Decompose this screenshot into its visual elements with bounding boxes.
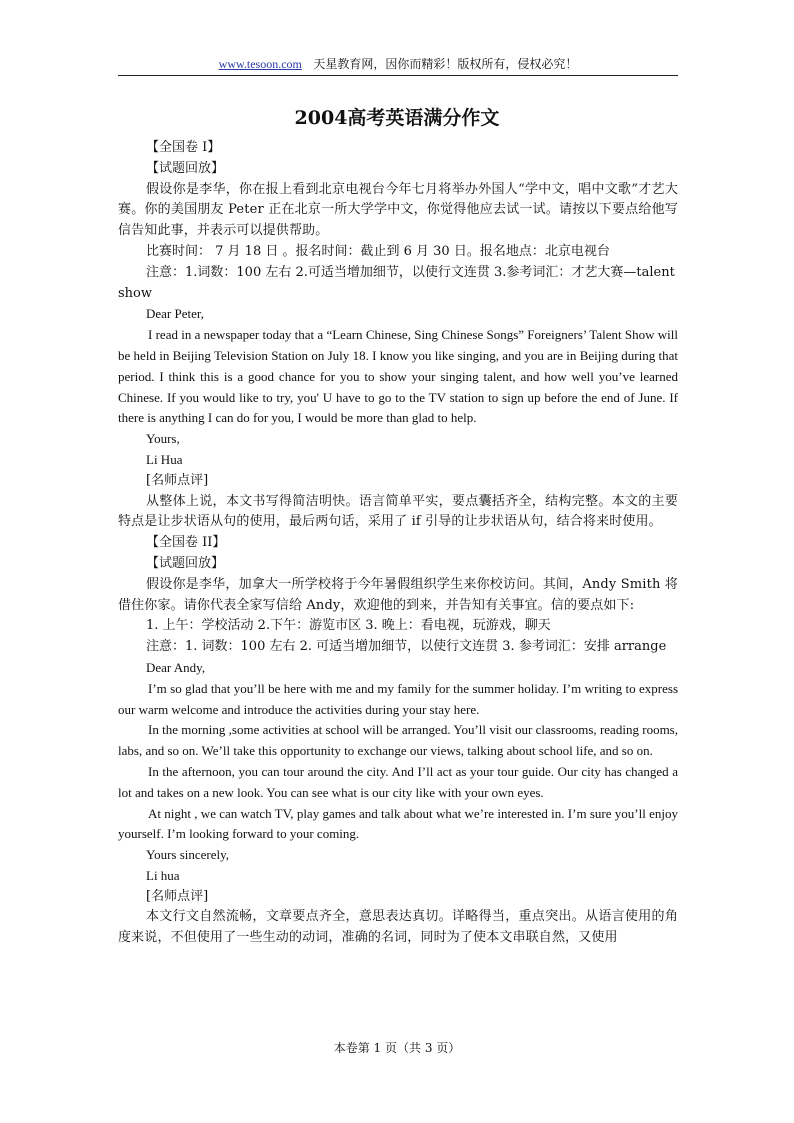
section1-label: 【全国卷 I】 (146, 140, 221, 155)
page-title: 2004高考英语满分作文 (294, 107, 500, 129)
section2-label: 【全国卷 II】 (146, 535, 226, 551)
section2-para4: At night , we can watch TV, play games and talk about what we’re interested in. I’m sure you’ll enjoy yourself. I’m looking forward to your coming. (118, 805, 678, 842)
site-link[interactable]: www.tesoon.com (218, 57, 302, 71)
section2-greeting: Dear Andy, (146, 659, 206, 675)
section2-para1: I’m so glad that you’ll be here with me and my family for the summer holiday. I’m writing to express our warm welcome and introduce the activities during your stay here. (118, 680, 678, 717)
section2-para3: In the afternoon, you can tour around the city. And I’ll act as your tour guide. Our city has changed a lot and takes on a new look. You can see what is our city like with your own eyes. (118, 763, 678, 800)
page-footer: 本卷第 1 页（共 3 页） (333, 1041, 461, 1055)
section2-points: 1. 上午：学校活动 2.下午：游览市区 3. 晚上：看电视，玩游戏，聊天 (146, 618, 551, 634)
section1-comment: 从整体上说，本文书写得简洁明快。语言简单平实，要点囊括齐全，结构完整。本文的主要特点是让步状语从句的使用，最后两句话，采用了 if 引导的让步状语从句，结合将来时使用。 (118, 493, 678, 530)
section2-comment-label: [名师点评] (146, 888, 209, 904)
section2-notes: 注意：1. 词数：100 左右 2. 可适当增加细节，以使行文连贯 3. 参考词汇：安排 arrange (146, 639, 667, 655)
section1-prompt: 假设你是李华，你在报上看到北京电视台今年七月将举办外国人“学中文，唱中文歌”才艺大赛。你的美国朋友 Peter 正在北京一所大学学中文，你觉得他应去试一试。请按以下要点给他写信告知此事，并表示可以提供帮助。 (118, 181, 678, 239)
section2-prompt-label: 【试题回放】 (146, 555, 225, 571)
section2-comment: 本文行文自然流畅，文章要点齐全，意思表达真切。详略得当，重点突出。从语言使用的角度来说，不但使用了一些生动的动词，准确的名词，同时为了使本文串联自然，又使用 (118, 909, 678, 946)
section1-closing: Yours, (146, 431, 180, 447)
section2-prompt: 假设你是李华，加拿大一所学校将于今年暑假组织学生来你校访问。其间，Andy Smith 将借住你家。请你代表全家写信给 Andy，欢迎他的到来，并告知有关事宜。信的要点如下: (118, 576, 678, 613)
section1-prompt-label: 【试题回放】 (146, 160, 225, 176)
section2-para2: In the morning ,some activities at school will be arranged. You’ll visit our classrooms, reading rooms, labs, and so on. We’ll take this opportunity to exchange our views, talking about school life, and so on. (118, 722, 678, 759)
section1-letter-body: I read in a newspaper today that a “Learn Chinese, Sing Chinese Songs” Foreigners’ Talent Show will be held in Beijing Television Station on July 18. I know you like singing, and you are in Beijing during that period. I think this is a good chance for you to show your singing talent, and how well you’ve learned Chinese. If you would like to try, you' U have to go to the TV station to sign up before the end of June. If there is anything I can do for you, I would be more than glad to help. (118, 327, 678, 426)
header-slogan: 天星教育网，因你而精彩！版权所有，侵权必究！ (313, 57, 578, 71)
page-header (118, 56, 678, 72)
section2-signature: Li hua (146, 867, 180, 883)
document-body (118, 138, 678, 949)
header-divider (118, 75, 678, 76)
section1-greeting: Dear Peter, (146, 306, 204, 322)
section1-notes: 注意：1.词数：100 左右 2.可适当增加细节，以使行文连贯 3.参考词汇：才艺大赛—talent show (118, 264, 675, 301)
section1-signature: Li Hua (146, 451, 183, 467)
section2-closing: Yours sincerely, (146, 847, 230, 863)
section1-info: 比赛时间： 7 月 18 日 。报名时间：截止到 6 月 30 日。报名地点：北京电视台 (146, 243, 610, 259)
section1-comment-label: [名师点评] (146, 472, 209, 488)
